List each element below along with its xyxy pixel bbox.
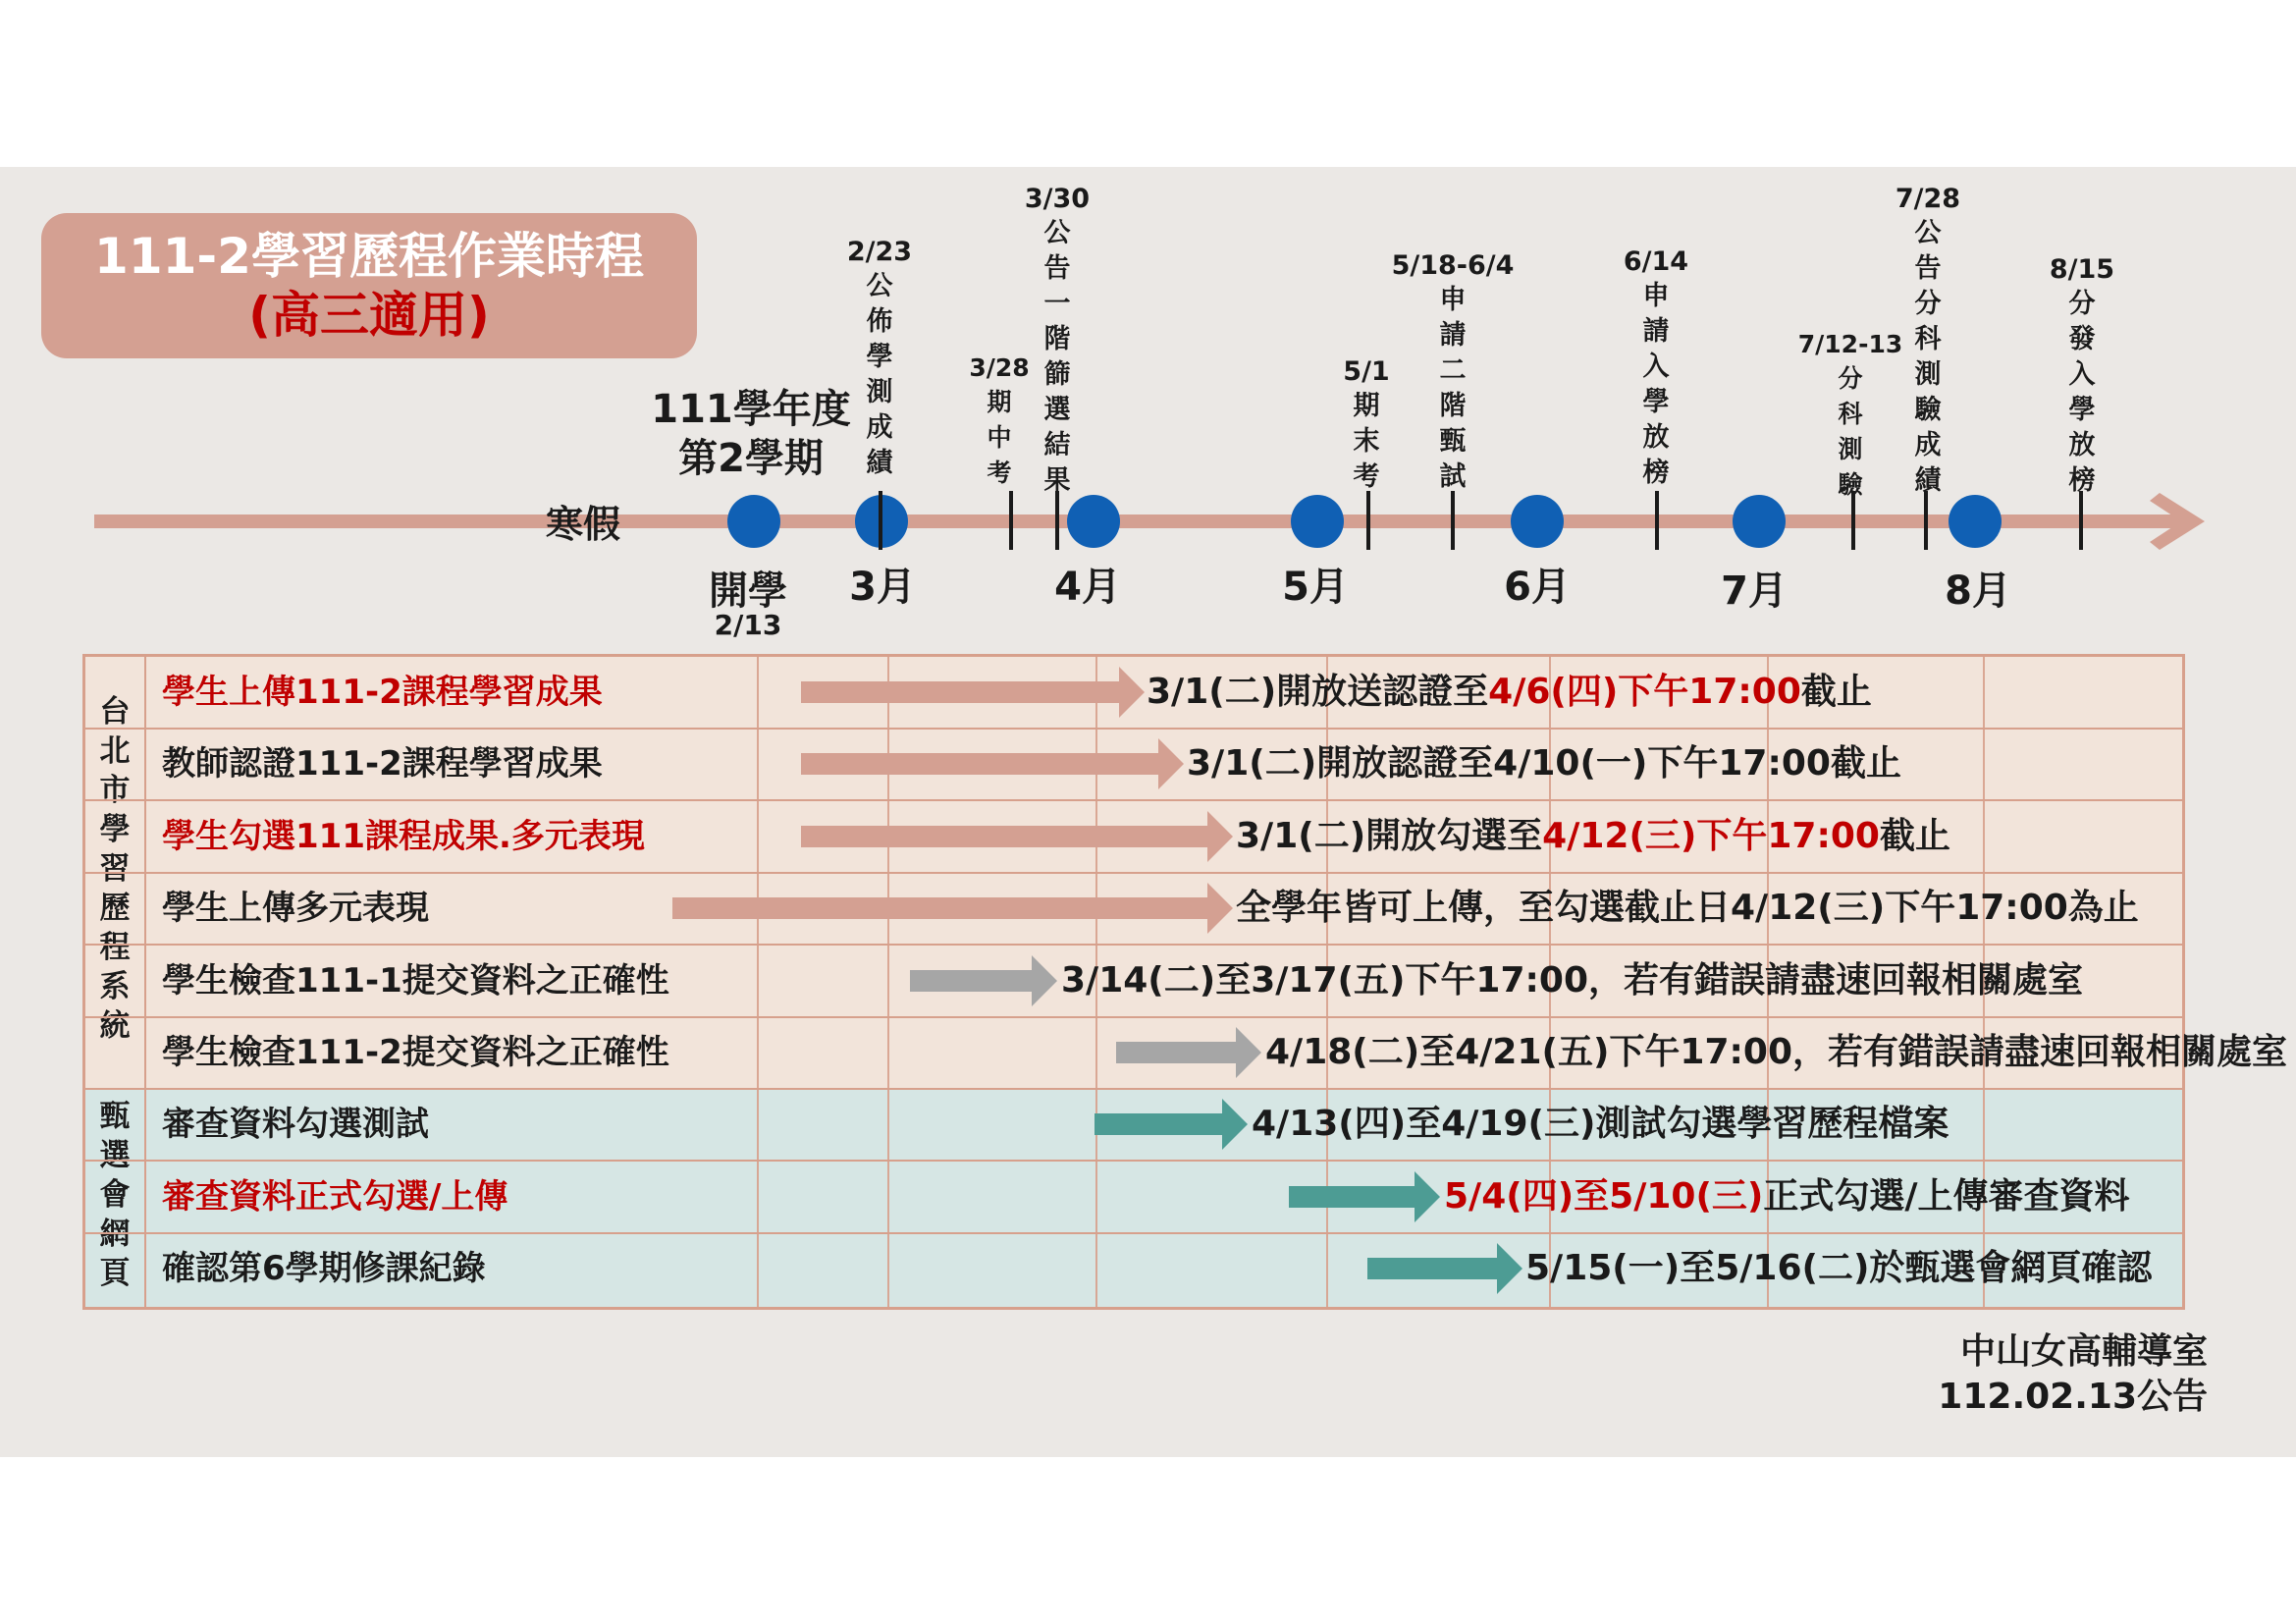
task-arrow: [801, 663, 1147, 722]
month-label: 7月: [1721, 568, 1788, 614]
task-row: [85, 1089, 2182, 1162]
task-row: [85, 1017, 2287, 1090]
text-segment: 截止: [1879, 815, 1950, 856]
task-row: [85, 1233, 2182, 1304]
timeline-tick: [1451, 491, 1455, 550]
task-period-text: [1147, 657, 1872, 728]
text-segment: 4/18(二)至4/21(五)下午17:00，若有錯誤請盡速回報相關處室: [1265, 1032, 2287, 1072]
task-row: [85, 801, 2182, 874]
task-label: 確認第6學期修課紀錄: [162, 1249, 486, 1289]
task-period-text: [1236, 873, 2139, 944]
footer: [1938, 1329, 2208, 1420]
event-annotation: [1879, 183, 1977, 499]
event-desc: 公告分科測驗成績: [1914, 218, 1942, 496]
task-label: 學生檢查111-1提交資料之正確性: [162, 960, 669, 1001]
event-desc: 期末考: [1353, 391, 1380, 492]
text-segment: 全學年皆可上傳，至勾選截止日4/12(三)下午17:00為止: [1236, 888, 2139, 929]
event-date: 2/23: [846, 237, 913, 267]
event-date: 5/18-6/4: [1391, 250, 1515, 281]
section-text: 台北市學習歷程系統: [99, 694, 131, 1044]
event-desc: 申請入學放榜: [1642, 281, 1670, 488]
month-label: 6月: [1504, 565, 1571, 610]
event-desc: 分發入學放榜: [2068, 289, 2096, 496]
event-desc: 期中考: [987, 388, 1012, 487]
task-period-text: [1265, 1017, 2287, 1088]
timeline-dot: [1511, 495, 1564, 548]
task-row: [85, 873, 2182, 946]
timeline-dot: [1949, 495, 2002, 548]
task-arrow: [672, 879, 1235, 938]
event-date: 7/12-13: [1797, 330, 1903, 358]
task-grid: [82, 654, 2287, 1310]
section-text: 甄選會網頁: [99, 1099, 131, 1291]
event-annotation: [1008, 183, 1106, 499]
task-row: [85, 729, 2182, 801]
text-segment: 5/4(四)至5/10(三): [1444, 1175, 1764, 1217]
text-segment: 3/14(二)至3/17(五)下午17:00，若有錯誤請盡速回報相關處室: [1061, 959, 2083, 1001]
event-annotation: [1607, 245, 1705, 491]
month-label: 5月: [1282, 565, 1349, 610]
timeline-dot: [727, 495, 780, 548]
task-label: 審查資料勾選測試: [162, 1105, 429, 1145]
timeline-tick: [1009, 491, 1013, 550]
event-desc: 公告一階篩選結果: [1043, 218, 1071, 496]
title-box: [41, 213, 697, 358]
task-arrow: [1116, 1023, 1263, 1082]
task-label: 教師認證111-2課程學習成果: [162, 744, 603, 785]
timeline-dot: [1291, 495, 1344, 548]
timeline-tick: [1655, 491, 1659, 550]
task-label: 學生勾選111課程成果.多元表現: [162, 816, 645, 856]
event-desc: 分科測驗: [1838, 364, 1863, 499]
month-label: 4月: [1054, 565, 1121, 610]
event-date: 6/14: [1623, 246, 1689, 277]
event-date: 3/28: [969, 353, 1030, 382]
task-label: 學生上傳多元表現: [162, 889, 429, 929]
semester-line1: 111學年度: [651, 387, 851, 432]
task-arrow: [910, 951, 1059, 1010]
task-arrow: [801, 807, 1235, 866]
timeline-tick: [2079, 491, 2083, 550]
task-arrow: [1289, 1167, 1442, 1226]
task-arrow: [1367, 1239, 1524, 1298]
task-arrow: [801, 734, 1186, 793]
task-row: [85, 657, 2182, 730]
text-segment: 4/13(四)至4/19(三)測試勾選學習歷程檔案: [1252, 1104, 1949, 1145]
event-date: 7/28: [1895, 184, 1961, 214]
start-date: 2/13: [714, 609, 782, 641]
timeline-dot: [1733, 495, 1786, 548]
timeline-tick: [1924, 491, 1928, 550]
text-segment: 3/1(二)開放勾選至: [1236, 815, 1543, 856]
text-segment: 5/15(一)至5/16(二)於甄選會網頁確認: [1525, 1248, 2153, 1289]
task-period-text: [1236, 801, 1950, 872]
footer-date: 112.02.13公告: [1938, 1377, 2208, 1417]
task-label: 審查資料正式勾選/上傳: [162, 1176, 508, 1217]
title-line2: (高三適用): [248, 287, 490, 344]
event-date: 5/1: [1343, 356, 1390, 387]
semester-line2: 第2學期: [678, 436, 824, 481]
task-row: [85, 1162, 2182, 1234]
month-label: 8月: [1945, 568, 2011, 614]
month-label: 3月: [849, 565, 916, 610]
event-annotation: [830, 236, 929, 481]
title-line1: 111-2學習歷程作業時程: [94, 228, 644, 285]
footer-office: 中山女高輔導室: [1959, 1331, 2208, 1372]
text-segment: 截止: [1800, 672, 1872, 712]
timeline-dot: [1067, 495, 1120, 548]
text-segment: 3/1(二)開放送認證至: [1147, 672, 1489, 712]
text-segment: 3/1(二)開放認證至4/10(一)下午17:00截止: [1187, 743, 1901, 785]
start-label: 開學: [709, 568, 787, 614]
timeline-tick: [1366, 491, 1370, 550]
timeline-tick: [879, 491, 882, 550]
text-segment: 4/12(三)下午17:00: [1542, 815, 1880, 856]
winter-break-label: 寒假: [546, 503, 621, 546]
event-desc: 公佈學測成績: [866, 271, 893, 478]
event-desc: 申請二階甄試: [1439, 285, 1467, 492]
event-date: 8/15: [2049, 254, 2115, 285]
event-annotation: [2033, 253, 2131, 499]
event-date: 3/30: [1024, 184, 1091, 214]
event-annotation: [1374, 249, 1531, 495]
task-period-text: [1444, 1162, 2130, 1232]
task-period-text: [1252, 1089, 1949, 1160]
text-segment: 4/6(四)下午17:00: [1488, 672, 1801, 712]
timeline-tick: [1055, 491, 1059, 550]
task-label: 學生檢查111-2提交資料之正確性: [162, 1033, 669, 1072]
task-period-text: [1187, 729, 1901, 799]
text-segment: 正式勾選/上傳審查資料: [1763, 1175, 2130, 1217]
task-period-text: [1525, 1233, 2152, 1304]
task-label: 學生上傳111-2課程學習成果: [162, 673, 603, 712]
task-arrow: [1095, 1095, 1250, 1154]
task-row: [85, 946, 2182, 1018]
task-period-text: [1061, 946, 2083, 1016]
